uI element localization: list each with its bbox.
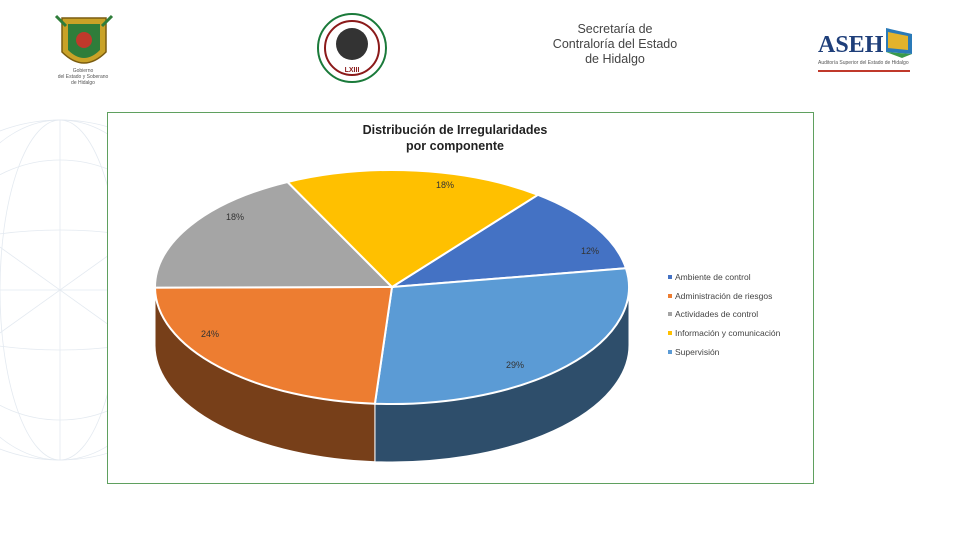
data-label-actividades-de-control: 18% bbox=[225, 212, 245, 222]
hidalgo-caption-line-1: Gobierno bbox=[72, 68, 94, 74]
secretaria-line-1: Secretaría de bbox=[577, 22, 653, 36]
chart-legend bbox=[668, 268, 818, 361]
legend-item bbox=[668, 268, 818, 287]
legend-label: Administración de riesgos bbox=[675, 290, 773, 301]
data-label-ambiente-de-control: 12% bbox=[580, 246, 600, 256]
legend-item bbox=[668, 342, 818, 361]
legend-swatch bbox=[668, 275, 672, 279]
aseh-logo-text: ASEH bbox=[818, 32, 884, 58]
secretaria-line-2: Contraloría del Estado bbox=[552, 37, 678, 51]
data-label-supervisi-n: 29% bbox=[505, 360, 525, 370]
legend-item bbox=[668, 305, 818, 324]
chart-title-line-2: por componente bbox=[406, 139, 504, 153]
legend-swatch bbox=[668, 350, 672, 354]
legend-swatch bbox=[668, 294, 672, 298]
legend-item bbox=[668, 324, 818, 343]
seal-text: LXIII bbox=[344, 67, 360, 74]
legend-swatch bbox=[668, 331, 672, 335]
data-label-administraci-n-de-riesgos: 24% bbox=[200, 329, 220, 339]
legend-label: Información y comunicación bbox=[675, 328, 781, 339]
legend-item bbox=[668, 287, 818, 306]
data-label-informaci-n-y-comunicaci-n: 18% bbox=[435, 180, 455, 190]
hidalgo-caption-line-2: del Estado y Soberano bbox=[57, 74, 109, 80]
secretaria-line-3: de Hidalgo bbox=[585, 52, 645, 66]
legend-label: Supervisión bbox=[675, 346, 720, 357]
legend-label: Actividades de control bbox=[675, 309, 759, 320]
hidalgo-caption-line-3: de Hidalgo bbox=[71, 80, 95, 86]
legend-swatch bbox=[668, 312, 672, 316]
aseh-logo-subtitle: Auditoría Superior del Estado de Hidalgo bbox=[818, 60, 909, 66]
legend-label: Ambiente de control bbox=[675, 272, 751, 283]
chart-title-line-1: Distribución de Irregularidades bbox=[362, 123, 548, 137]
